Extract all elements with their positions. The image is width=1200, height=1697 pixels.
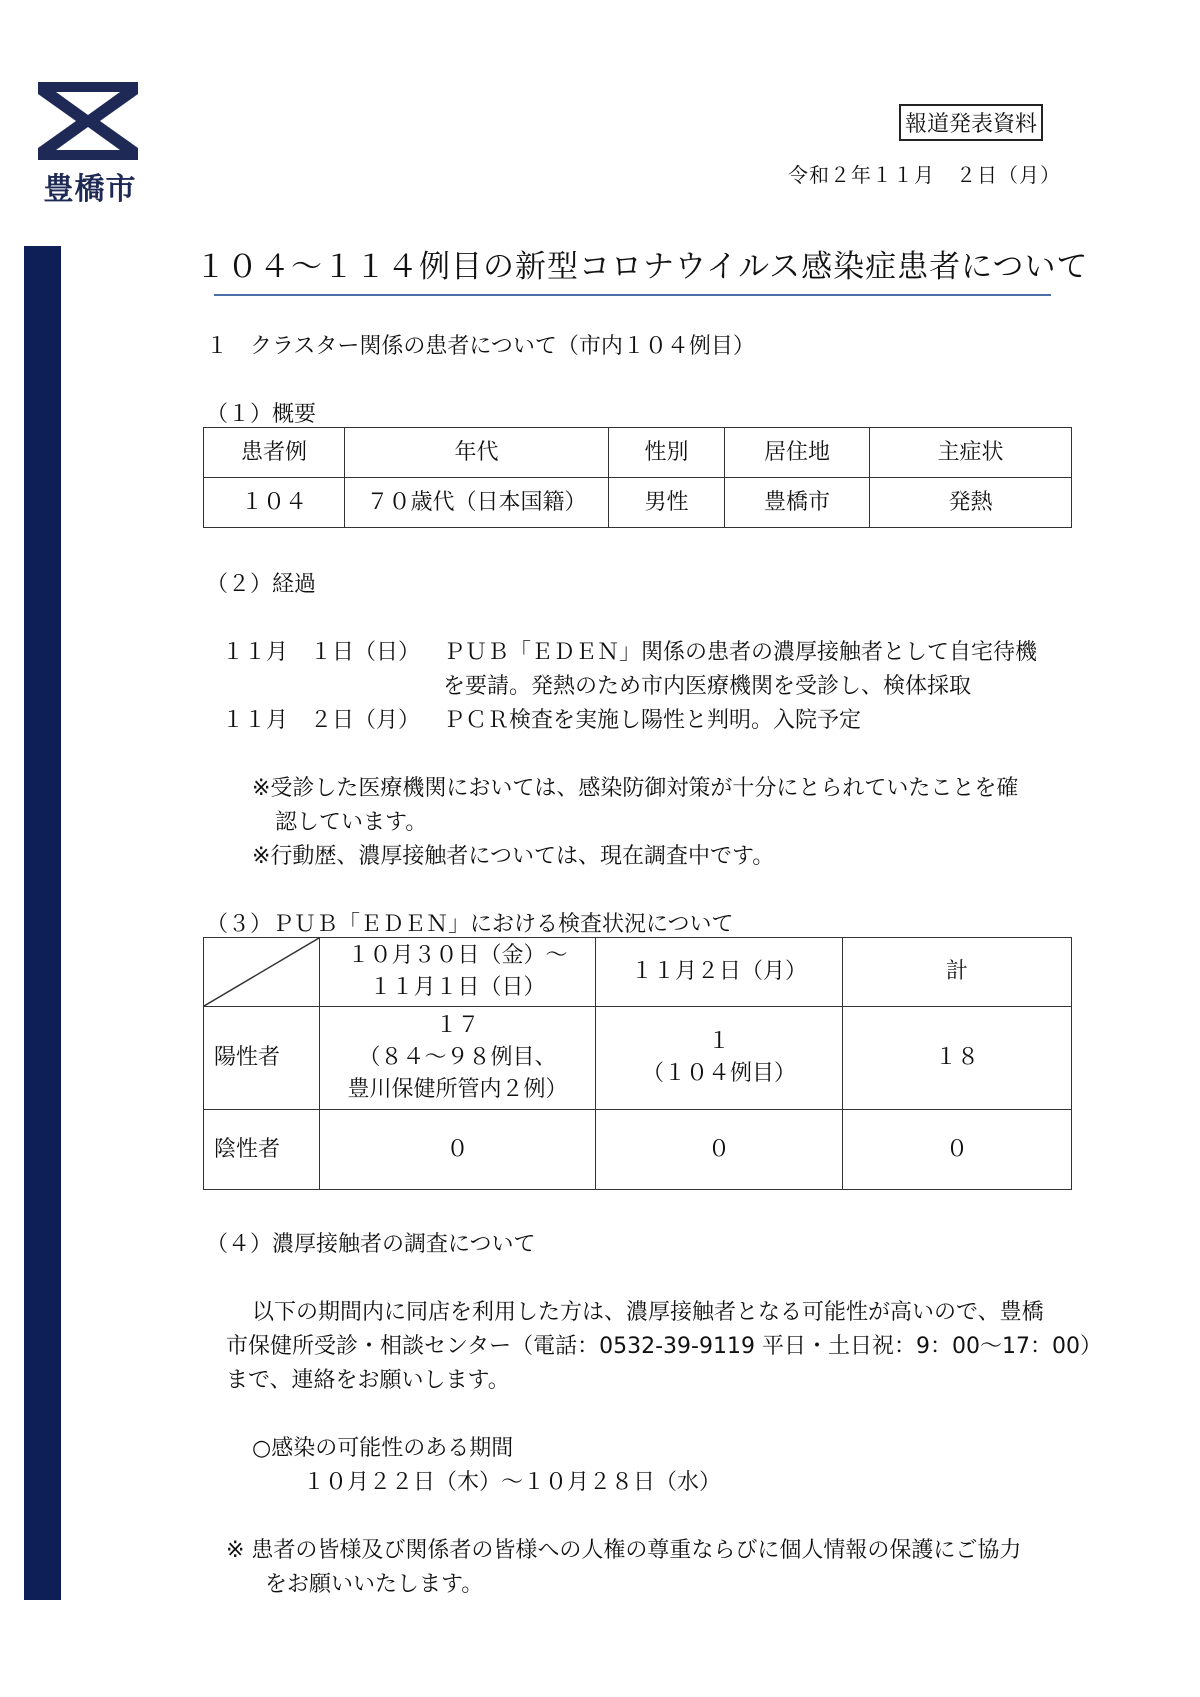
cell-line: １７ — [435, 1013, 480, 1039]
table-header: 性別 — [609, 428, 725, 478]
section1-heading: １ クラスター関係の患者について（市内１０４例目） — [206, 334, 755, 359]
logo-text: 豊橋市 — [43, 172, 137, 207]
table-header: １１月２日（月） — [596, 938, 843, 1007]
contact-heading: （４）濃厚接触者の調査について — [206, 1232, 536, 1257]
note: ※受診した医療機関においては、感染防御対策が十分にとられていたことを確 — [252, 776, 1019, 801]
row-label: 陰性者 — [204, 1110, 320, 1190]
note: ※行動歴、濃厚接触者については、現在調査中です。 — [252, 844, 775, 869]
header-line: １１月１日（日） — [369, 975, 546, 1000]
hourglass-logo-icon — [38, 82, 138, 160]
table-row — [204, 1007, 1072, 1110]
table-cell — [596, 1007, 843, 1110]
table-header: 計 — [843, 938, 1072, 1007]
period-label: ○感染の可能性のある期間 — [252, 1436, 514, 1461]
row-label: 陽性者 — [204, 1007, 320, 1110]
city-logo — [38, 82, 142, 208]
table-header: 患者例 — [204, 428, 345, 478]
table-cell: 豊橋市 — [725, 478, 870, 528]
note: 認しています。 — [275, 810, 428, 835]
table-header-row — [204, 428, 1072, 478]
table-header: 主症状 — [870, 428, 1072, 478]
progress-date: １１月 ２日（月） — [222, 708, 421, 733]
table-row — [204, 478, 1072, 528]
closing-note: ※ 患者の皆様及び関係者の皆様への人権の尊重ならびに個人情報の保護にご協力 — [226, 1538, 1022, 1563]
progress-text: を要請。発熱のため市内医療機関を受診し、検体採取 — [443, 674, 972, 699]
contact-text: 以下の期間内に同店を利用した方は、濃厚接触者となる可能性が高いので、豊橋 — [252, 1300, 1044, 1325]
progress-date: １１月 １日（日） — [222, 640, 421, 665]
table-header — [320, 938, 596, 1007]
inspection-heading: （３）ＰＵＢ「ＥＤＥＮ」における検査状況について — [206, 912, 734, 937]
table-cell: 発熱 — [870, 478, 1072, 528]
table-cell: １８ — [843, 1007, 1072, 1110]
release-date: 令和２年１１月 ２日（月） — [788, 163, 1061, 187]
progress-text: ＰＵＢ「ＥＤＥＮ」関係の患者の濃厚接触者として自宅待機 — [443, 640, 1038, 665]
inspection-table — [203, 937, 1072, 1190]
contact-text: まで、連絡をお願いします。 — [226, 1368, 510, 1393]
contact-text: 市保健所受診・相談センター（電話：0532-39-9119 平日・土日祝：9：00～17：00） — [226, 1334, 1102, 1359]
table-header: 居住地 — [725, 428, 870, 478]
period-value: １０月２２日（木）～１０月２８日（水） — [303, 1470, 722, 1495]
cell-line: 豊川保健所管内２例） — [347, 1076, 568, 1102]
cell-line: １ — [707, 1029, 730, 1055]
overview-heading: （１）概要 — [206, 402, 317, 427]
table-header-row — [204, 938, 1072, 1007]
overview-table — [203, 427, 1072, 528]
progress-heading: （２）経過 — [206, 572, 317, 597]
diagonal-corner-cell — [204, 938, 320, 1007]
title-underline — [214, 294, 1051, 296]
cell-line: （８４～９８例目、 — [358, 1045, 557, 1071]
table-row — [204, 1110, 1072, 1190]
document-title: １０４～１１４例目の新型コロナウイルス感染症患者について — [195, 249, 1089, 285]
header-line: １０月３０日（金）～ — [347, 943, 568, 969]
progress-text: ＰＣＲ検査を実施し陽性と判明。入院予定 — [443, 708, 862, 733]
diagonal-line-icon — [204, 938, 319, 1006]
table-cell: ０ — [596, 1110, 843, 1190]
table-cell: １０４ — [204, 478, 345, 528]
table-cell — [320, 1007, 596, 1110]
cell-line: （１０４例目） — [641, 1061, 796, 1086]
table-header: 年代 — [345, 428, 609, 478]
table-cell: 男性 — [609, 478, 725, 528]
table-cell: ０ — [320, 1110, 596, 1190]
press-release-label: 報道発表資料 — [899, 104, 1043, 141]
closing-note: をお願いいたします。 — [265, 1572, 484, 1597]
table-cell: ７０歳代（日本国籍） — [345, 478, 609, 528]
table-cell: ０ — [843, 1110, 1072, 1190]
side-bar-decoration — [24, 246, 61, 1600]
